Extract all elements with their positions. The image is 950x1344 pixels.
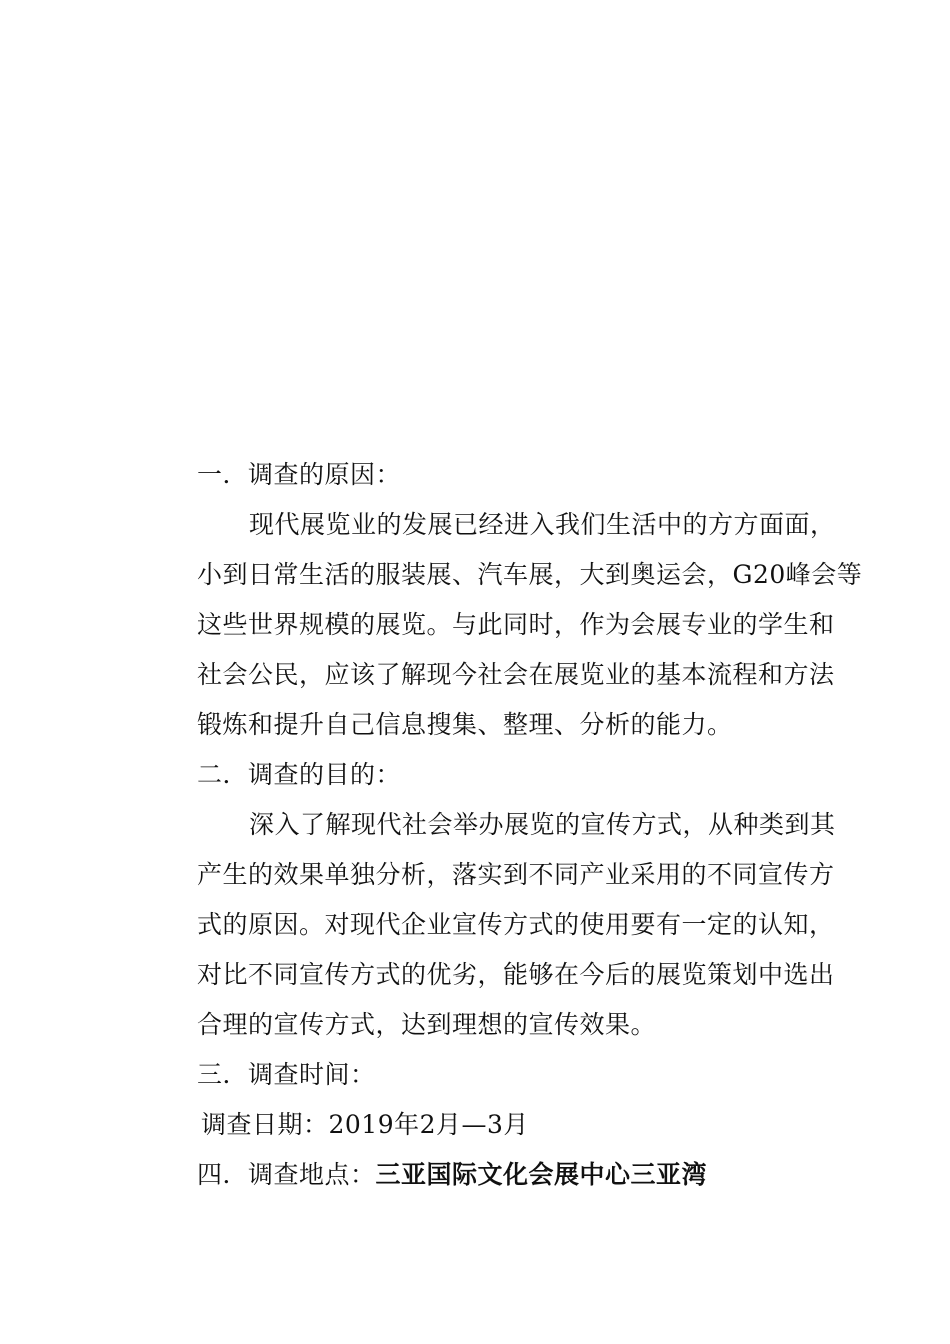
section-paragraph-purpose: [145, 800, 836, 1050]
location-value: 三亚国际文化会展中心三亚湾: [375, 1160, 708, 1189]
section-heading-reason: 一．调查的原因：: [197, 460, 402, 489]
paragraph-line: 产生的效果单独分析，落实到不同产业采用的不同宣传方: [197, 860, 835, 889]
paragraph-line: 合理的宣传方式，达到理想的宣传效果。: [197, 1010, 657, 1039]
document-body: [145, 450, 863, 1200]
paragraph-line: 锻炼和提升自己信息搜集、整理、分析的能力。: [197, 710, 733, 739]
paragraph-line: 这些世界规模的展览。与此同时，作为会展专业的学生和: [197, 610, 835, 639]
section-heading-time: 三．调查时间：: [197, 1060, 376, 1089]
survey-date: 调查日期：2019年2月—3月: [201, 1110, 529, 1139]
section-heading-location: [145, 1150, 810, 1200]
paragraph-line: 小到日常生活的服装展、汽车展，大到奥运会，G20峰会等: [197, 560, 863, 589]
location-label: 四．调查地点：: [197, 1160, 376, 1189]
paragraph-line: 深入了解现代社会举办展览的宣传方式，从种类到其: [249, 810, 836, 839]
section-paragraph-reason: [145, 500, 863, 750]
paragraph-line: 社会公民，应该了解现今社会在展览业的基本流程和方法: [197, 660, 835, 689]
paragraph-line: 对比不同宣传方式的优劣，能够在今后的展览策划中选出: [197, 960, 835, 989]
section-heading-purpose: 二．调查的目的：: [197, 760, 402, 789]
paragraph-line: 现代展览业的发展已经进入我们生活中的方方面面，: [249, 510, 836, 539]
paragraph-line: 式的原因。对现代企业宣传方式的使用要有一定的认知，: [197, 910, 835, 939]
